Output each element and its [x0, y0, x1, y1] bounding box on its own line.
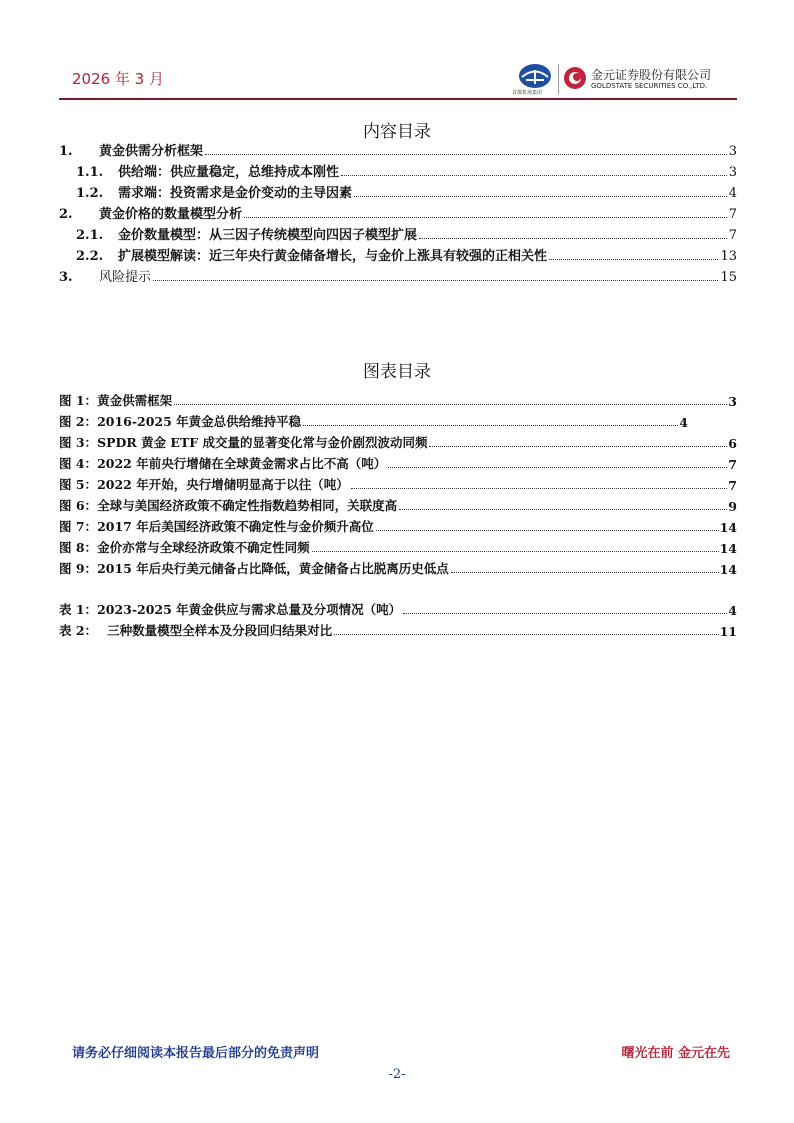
figure-text: 2017 年后美国经济政策不确定性与金价频升高位 — [97, 519, 374, 534]
figure-page: 6 — [728, 436, 737, 451]
figure-leader — [376, 530, 719, 531]
figure-leader — [451, 572, 719, 573]
toc-item[interactable] — [59, 141, 737, 159]
toc-item-page: 7 — [728, 228, 737, 243]
toc-item-text: 风险提示 — [99, 270, 152, 285]
table-page: 11 — [719, 624, 737, 639]
figure-leader — [303, 425, 678, 426]
goldstate-logo — [563, 66, 587, 90]
toc-item-text: 扩展模型解读：近三年央行黄金储备增长，与金价上涨具有较强的正相关性 — [118, 249, 548, 264]
toc-leader — [549, 259, 718, 260]
figure-page: 9 — [728, 499, 737, 514]
figure-item[interactable] — [59, 391, 737, 409]
figure-leader — [174, 404, 727, 405]
figure-text: 全球与美国经济政策不确定性指数趋势相同，关联度高 — [97, 498, 398, 513]
table-text: 三种数量模型全样本及分段回归结果对比 — [107, 623, 333, 638]
page-number: -2- — [388, 1067, 406, 1082]
figure-item[interactable] — [59, 538, 737, 556]
toc-item-page: 3 — [728, 144, 737, 159]
figure-page: 14 — [719, 562, 737, 577]
table-text: 2023-2025 年黄金供应与需求总量及分项情况（吨） — [97, 602, 402, 617]
toc-item-page: 3 — [728, 165, 737, 180]
toc-item-number: 1. — [59, 144, 73, 159]
toc-item[interactable] — [59, 225, 737, 243]
figure-text: 2016-2025 年黄金总供给维持平稳 — [97, 414, 302, 429]
toc-item-number: 2.2. — [76, 249, 104, 264]
figure-leader — [429, 446, 727, 447]
figure-label: 图 6： — [59, 498, 98, 513]
figure-page: 14 — [719, 541, 737, 556]
table-label: 表 2： — [59, 623, 98, 638]
logo-divider — [558, 64, 559, 94]
toc-item[interactable] — [59, 162, 737, 180]
figure-label: 图 4： — [59, 456, 98, 471]
figure-page: 4 — [679, 415, 688, 430]
toc-item-number: 2.1. — [76, 228, 104, 243]
figure-text: 2022 年前央行增储在全球黄金需求占比不高（吨） — [97, 456, 387, 471]
figure-text: 金价亦常与全球经济政策不确定性同频 — [97, 540, 310, 555]
figure-page: 14 — [719, 520, 737, 535]
figure-label: 图 3： — [59, 435, 98, 450]
toc-leader — [244, 217, 727, 218]
figure-text: SPDR 黄金 ETF 成交量的显著变化常与金价剧烈波动同频 — [97, 435, 428, 450]
header-rule — [59, 98, 737, 100]
figure-text: 2022 年开始，央行增储明显高于以往（吨） — [97, 477, 349, 492]
toc-leader — [341, 175, 727, 176]
toc-item-page: 4 — [728, 186, 737, 201]
toc-item-text: 需求端：投资需求是金价变动的主导因素 — [118, 186, 353, 201]
figure-leader — [388, 467, 727, 468]
footer-slogan: 曙光在前 金元在先 — [621, 1046, 730, 1061]
table-item[interactable] — [59, 621, 737, 639]
toc-item-text: 黄金价格的数量模型分析 — [99, 207, 243, 222]
toc-item-number: 2. — [59, 207, 73, 222]
goldstate-logo-cn: 金元证券股份有限公司 — [591, 68, 712, 82]
figure-item[interactable] — [59, 454, 737, 472]
figure-leader — [312, 551, 719, 552]
figure-page: 3 — [728, 394, 737, 409]
table-leader — [403, 613, 727, 614]
report-date: 2026 年 3 月 — [72, 70, 165, 88]
table-page: 4 — [728, 603, 737, 618]
figure-text: 2015 年后央行美元储备占比降低，黄金储备占比脱离历史低点 — [97, 561, 449, 576]
footer-disclaimer: 请务必仔细阅读本报告最后部分的免责声明 — [72, 1046, 320, 1061]
figure-text: 黄金供需框架 — [97, 393, 173, 408]
figure-item[interactable] — [59, 475, 737, 493]
toc-item-text: 金价数量模型：从三因子传统模型向四因子模型扩展 — [118, 228, 418, 243]
figure-label: 图 5： — [59, 477, 98, 492]
toc-item-page: 15 — [720, 270, 737, 285]
figure-item[interactable] — [59, 559, 737, 577]
figure-label: 图 8： — [59, 540, 98, 555]
toc-item-number: 1.1. — [76, 165, 104, 180]
toc-item-text: 黄金供需分析框架 — [99, 144, 204, 159]
figure-item[interactable] — [59, 433, 737, 451]
figure-label: 图 9： — [59, 561, 98, 576]
figure-item[interactable] — [59, 517, 737, 535]
figure-label: 图 1： — [59, 393, 98, 408]
figure-page: 7 — [728, 457, 737, 472]
toc-title: 内容目录 — [363, 122, 431, 142]
figure-page: 7 — [728, 478, 737, 493]
figure-label: 图 7： — [59, 519, 98, 534]
figures-title: 图表目录 — [363, 362, 431, 382]
table-label: 表 1： — [59, 602, 98, 617]
toc-item-page: 13 — [720, 249, 737, 264]
figure-item[interactable] — [59, 412, 688, 430]
table-item[interactable] — [59, 600, 737, 618]
toc-item-number: 3. — [59, 270, 73, 285]
toc-item[interactable] — [59, 183, 737, 201]
toc-item-number: 1.2. — [76, 186, 104, 201]
toc-item-page: 7 — [728, 207, 737, 222]
toc-item-text: 供给端：供应量稳定，总维持成本刚性 — [118, 165, 340, 180]
goldstate-logo-en: GOLDSTATE SECURITIES CO.,LTD. — [591, 82, 708, 90]
figure-label: 图 2： — [59, 414, 98, 429]
capital-airports-logo-text: 首都机场集团 — [512, 90, 543, 96]
figure-leader — [351, 488, 728, 489]
toc-item[interactable] — [59, 204, 737, 222]
figure-leader — [399, 509, 727, 510]
toc-item[interactable] — [59, 246, 737, 264]
toc-leader — [153, 280, 718, 281]
toc-leader — [354, 196, 727, 197]
table-leader — [334, 634, 719, 635]
toc-leader — [419, 238, 727, 239]
toc-item[interactable] — [59, 267, 737, 285]
toc-leader — [205, 154, 727, 155]
figure-item[interactable] — [59, 496, 737, 514]
